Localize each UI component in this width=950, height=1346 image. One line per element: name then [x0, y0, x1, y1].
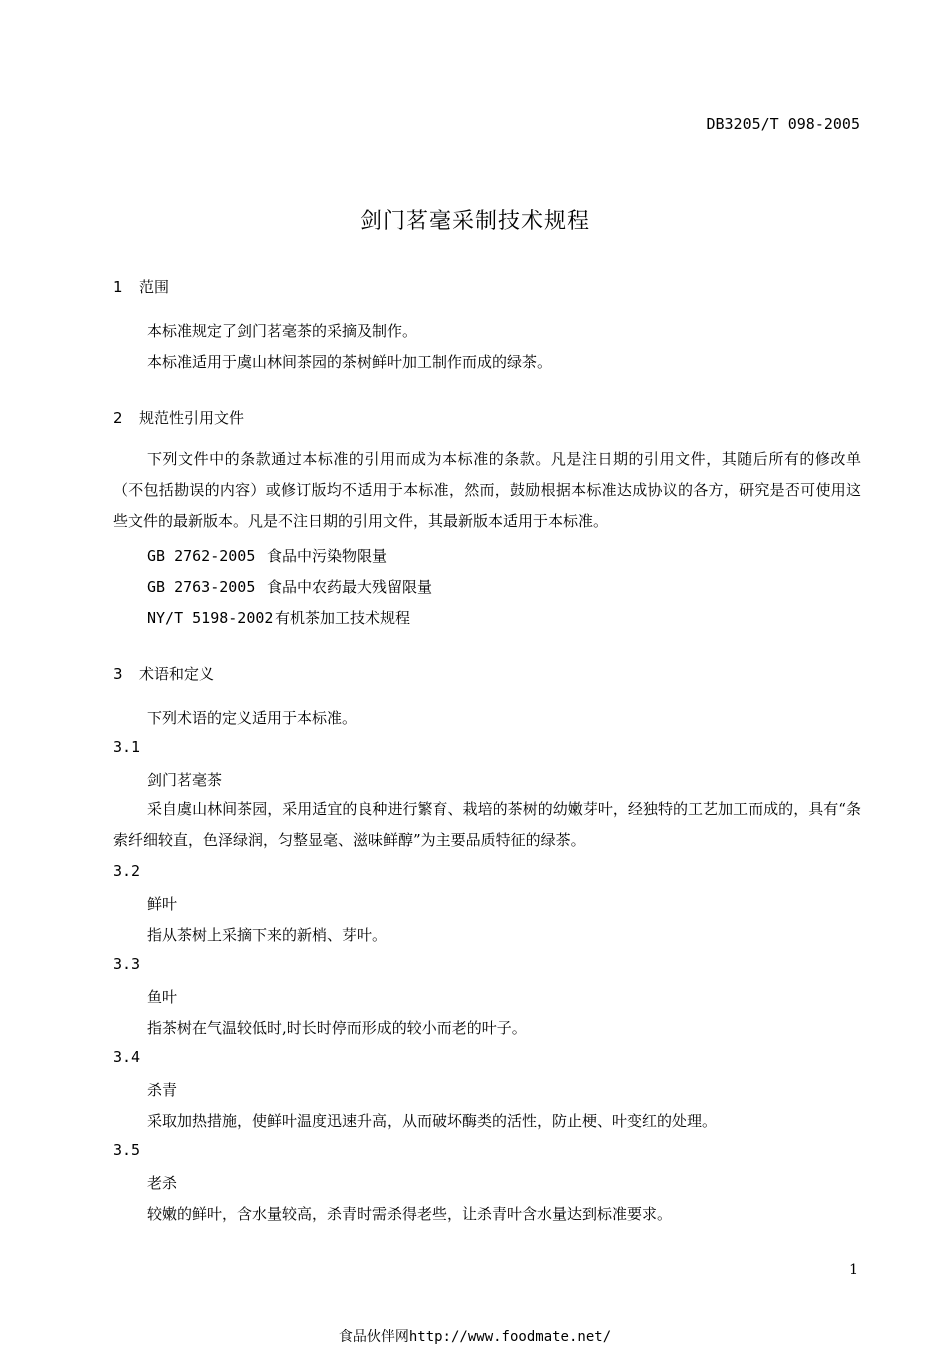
term-number: 3.5 [113, 1141, 141, 1159]
term-definition: 采自虞山林间茶园，采用适宜的良种进行繁育、栽培的茶树的幼嫩芽叶，经独特的工艺加工而成的，具有“条索纤细较直，色泽绿润，匀整显毫、滋味鲜醇”为主要品质特征的绿茶。 [113, 800, 861, 849]
term-number: 3.3 [113, 955, 141, 973]
page-number: 1 [849, 1262, 858, 1278]
reference-item [147, 576, 432, 597]
section-2-heading [113, 407, 244, 428]
section-title: 范围 [139, 278, 170, 296]
section-title: 术语和定义 [139, 665, 215, 683]
section-number: 1 [113, 278, 123, 296]
term-name: 杀青 [147, 1081, 178, 1099]
reference-title: 食品中农药最大残留限量 [267, 578, 433, 596]
reference-code: NY/T 5198-2002 [147, 609, 274, 627]
term-number: 3.2 [113, 862, 141, 880]
reference-item [147, 607, 410, 628]
section-3-heading [113, 663, 214, 684]
section-1-paragraph-2: 本标准适用于虞山林间茶园的茶树鲜叶加工制作而成的绿茶。 [147, 353, 553, 371]
footer-site-name: 食品伙伴网 [338, 1329, 409, 1345]
reference-title: 有机茶加工技术规程 [275, 609, 411, 627]
reference-item [147, 545, 387, 566]
reference-code: GB 2763-2005 [147, 578, 256, 596]
standard-number: DB3205/T 098-2005 [706, 115, 860, 133]
term-number: 3.1 [113, 738, 141, 756]
reference-code: GB 2762-2005 [147, 547, 256, 565]
document-title: 剑门茗毫采制技术规程 [359, 209, 590, 234]
term-name: 剑门茗毫茶 [147, 771, 223, 789]
term-definition: 采取加热措施，使鲜叶温度迅速升高，从而破坏酶类的活性，防止梗、叶变红的处理。 [147, 1112, 718, 1130]
reference-title: 食品中污染物限量 [267, 547, 388, 565]
term-definition: 指茶树在气温较低时,时长时停而形成的较小而老的叶子。 [147, 1019, 527, 1037]
term-definition: 较嫩的鲜叶，含水量较高，杀青时需杀得老些，让杀青叶含水量达到标准要求。 [147, 1205, 673, 1223]
term-name: 老杀 [147, 1174, 178, 1192]
term-name: 鲜叶 [147, 895, 178, 913]
section-2-paragraph: 下列文件中的条款通过本标准的引用而成为本标准的条款。凡是注日期的引用文件，其随后所有的修改单（不包括勘误的内容）或修订版均不适用于本标准，然而，鼓励根据本标准达成协议的各方，研究是否可使用这些文件的最新版本。凡是不注日期的引用文件，其最新版本适用于本标准。 [113, 450, 861, 530]
section-title: 规范性引用文件 [139, 409, 245, 427]
term-number: 3.4 [113, 1048, 141, 1066]
term-definition: 指从茶树上采摘下来的新梢、芽叶。 [147, 926, 388, 944]
section-number: 3 [113, 665, 123, 683]
footer [0, 1326, 950, 1346]
section-1-heading [113, 276, 169, 297]
section-1-paragraph-1: 本标准规定了剑门茗毫茶的采摘及制作。 [147, 322, 418, 340]
term-name: 鱼叶 [147, 988, 178, 1006]
footer-url[interactable]: http://www.foodmate.net/ [408, 1329, 612, 1345]
section-3-intro: 下列术语的定义适用于本标准。 [147, 709, 358, 727]
section-number: 2 [113, 409, 123, 427]
